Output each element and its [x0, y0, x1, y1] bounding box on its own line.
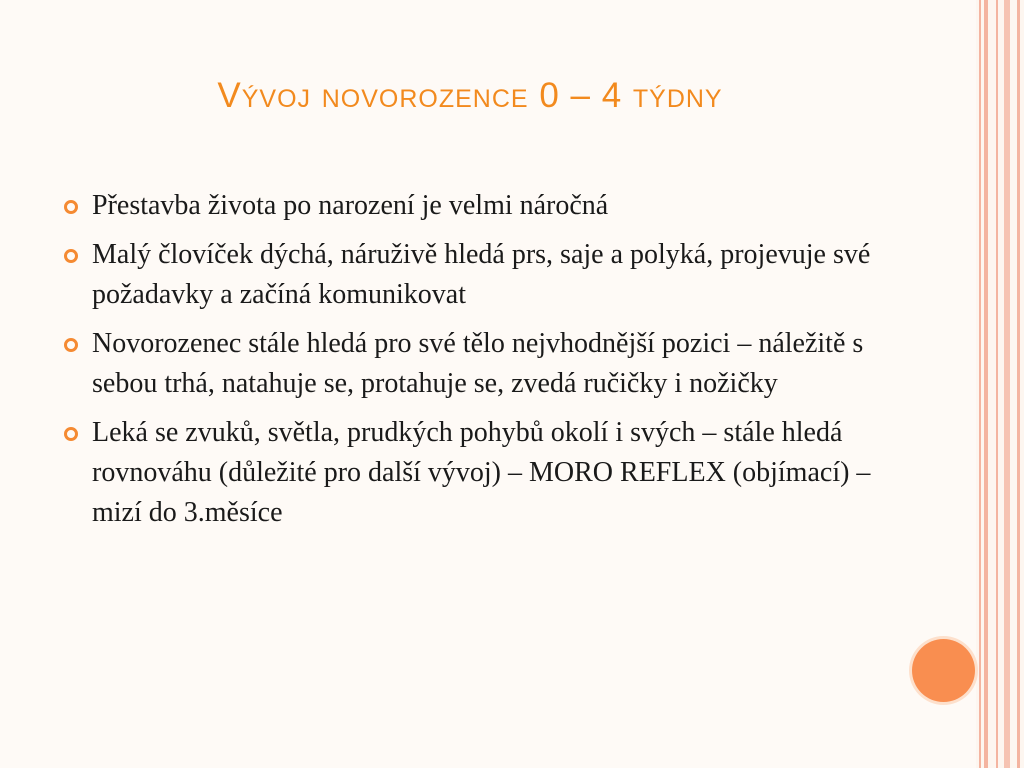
stripe	[1017, 0, 1020, 768]
bullet-text: Leká se zvuků, světla, prudkých pohybů okolí i svých – stále hledá rovnováhu (důležité pro další vývoj) – MORO REFLEX (objímací) – mizí do 3.měsíce	[92, 417, 871, 528]
slide-title: Vývoj novorozence 0 – 4 týdny	[217, 76, 723, 115]
ring-bullet-icon	[64, 338, 78, 352]
ring-bullet-icon	[64, 200, 78, 214]
bullet-item	[62, 186, 872, 226]
ring-bullet-icon	[64, 427, 78, 441]
bullet-item	[62, 413, 872, 533]
stripe	[984, 0, 988, 768]
stripe	[1004, 0, 1010, 768]
stripe	[979, 0, 981, 768]
bullet-text: Novorozenec stále hledá pro své tělo nejvhodnější pozici – náležitě s sebou trhá, natahuje se, protahuje se, zvedá ručičky i nožičky	[92, 328, 864, 399]
bullet-list	[62, 186, 872, 542]
ring-bullet-icon	[64, 249, 78, 263]
right-decorative-stripes	[976, 0, 1024, 768]
bullet-text: Přestavba života po narození je velmi náročná	[92, 190, 609, 221]
bullet-item	[62, 324, 872, 404]
decorative-orange-circle	[912, 639, 975, 702]
stripe	[996, 0, 998, 768]
bullet-text: Malý človíček dýchá, náruživě hledá prs, saje a polyká, projevuje své požadavky a začíná komunikovat	[92, 239, 871, 310]
bullet-item	[62, 235, 872, 315]
